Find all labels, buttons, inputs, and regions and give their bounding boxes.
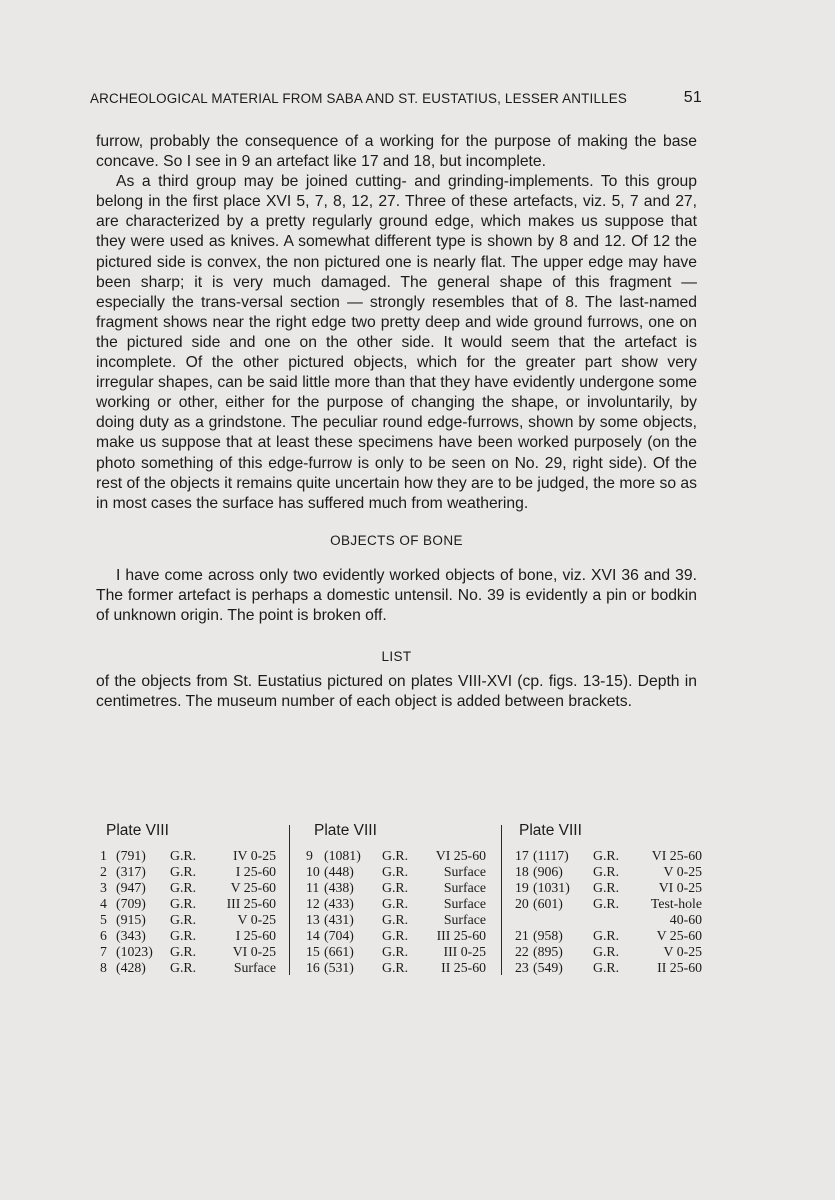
cell-site: G.R.	[382, 928, 409, 943]
cell-no: 6	[100, 928, 107, 943]
table-row	[515, 944, 710, 960]
page-number: 51	[683, 89, 702, 106]
table-row	[515, 896, 710, 912]
cell-depth: V 0-25	[663, 944, 702, 959]
cell-site: G.R.	[170, 944, 197, 959]
table-row	[515, 960, 710, 976]
cell-no: 17	[515, 848, 529, 863]
table-column	[306, 821, 496, 977]
cell-depth: 40-60	[669, 912, 702, 927]
column-heading: Plate VIII	[106, 822, 169, 839]
cell-site: G.R.	[382, 960, 409, 975]
cell-no: 18	[515, 864, 529, 879]
running-title: ARCHEOLOGICAL MATERIAL FROM SABA AND ST. EUSTATIUS, LESSER ANTILLES	[90, 91, 628, 106]
column-heading: Plate VIII	[314, 822, 377, 839]
table-row	[100, 960, 288, 976]
cell-museum: (448)	[324, 864, 354, 879]
table-row	[306, 944, 496, 960]
cell-museum: (431)	[324, 912, 354, 927]
table-row	[100, 928, 288, 944]
column-divider	[289, 825, 290, 975]
cell-museum: (895)	[533, 944, 563, 959]
objects-table	[100, 821, 710, 977]
cell-depth: III 0-25	[443, 944, 486, 959]
cell-museum: (947)	[116, 880, 146, 895]
cell-site: G.R.	[170, 880, 197, 895]
cell-site: G.R.	[170, 912, 197, 927]
cell-no: 8	[100, 960, 107, 975]
column-heading: Plate VIII	[519, 822, 582, 839]
cell-site: G.R.	[382, 848, 409, 863]
cell-museum: (1023)	[116, 944, 153, 959]
cell-no: 10	[306, 864, 320, 879]
cell-no: 21	[515, 928, 529, 943]
cell-no: 12	[306, 896, 320, 911]
cell-site: G.R.	[593, 848, 620, 863]
table-row	[100, 864, 288, 880]
table-row	[306, 960, 496, 976]
cell-site: G.R.	[382, 864, 409, 879]
table-row	[306, 928, 496, 944]
cell-no: 9	[306, 848, 313, 863]
section-heading-list: LIST	[381, 649, 412, 665]
cell-depth: Surface	[443, 864, 486, 879]
body-text	[96, 132, 697, 712]
cell-depth: VI 0-25	[658, 880, 702, 895]
cell-museum: (661)	[324, 944, 354, 959]
cell-no: 5	[100, 912, 107, 927]
cell-site: G.R.	[170, 864, 197, 879]
cell-depth: Test-hole	[650, 896, 702, 911]
cell-depth: V 25-60	[230, 880, 276, 895]
cell-site: G.R.	[593, 944, 620, 959]
cell-museum: (1081)	[324, 848, 361, 863]
cell-depth: IV 0-25	[232, 848, 276, 863]
cell-no: 11	[306, 880, 320, 895]
table-row	[306, 880, 496, 896]
cell-museum: (1031)	[533, 880, 570, 895]
cell-site: G.R.	[170, 848, 197, 863]
cell-no: 4	[100, 896, 107, 911]
cell-site: G.R.	[170, 896, 197, 911]
table-row	[100, 912, 288, 928]
cell-no: 19	[515, 880, 529, 895]
cell-no: 16	[306, 960, 320, 975]
cell-no: 1	[100, 848, 107, 863]
table-row	[100, 848, 288, 864]
cell-depth: V 0-25	[237, 912, 276, 927]
cell-depth: Surface	[233, 960, 276, 975]
cell-museum: (704)	[324, 928, 354, 943]
table-column	[100, 821, 288, 977]
cell-museum: (549)	[533, 960, 563, 975]
cell-site: G.R.	[593, 864, 620, 879]
paragraph-list-intro: of the objects from St. Eustatius pictured on plates VIII-XVI (cp. figs. 13-15). Depth in centimetres. The museum number of each object is added between brackets.	[96, 673, 697, 711]
cell-site: G.R.	[382, 880, 409, 895]
cell-no: 2	[100, 864, 107, 879]
cell-museum: (958)	[533, 928, 563, 943]
cell-museum: (428)	[116, 960, 146, 975]
cell-museum: (438)	[324, 880, 354, 895]
cell-museum: (433)	[324, 896, 354, 911]
cell-site: G.R.	[382, 912, 409, 927]
cell-site: G.R.	[593, 896, 620, 911]
cell-site: G.R.	[593, 880, 620, 895]
cell-museum: (343)	[116, 928, 146, 943]
cell-site: G.R.	[593, 928, 620, 943]
cell-depth: I 25-60	[235, 864, 276, 879]
cell-no: 22	[515, 944, 529, 959]
cell-museum: (791)	[116, 848, 146, 863]
cell-depth: I 25-60	[235, 928, 276, 943]
table-row	[100, 944, 288, 960]
cell-museum: (601)	[533, 896, 563, 911]
cell-depth: V 0-25	[663, 864, 702, 879]
cell-no: 3	[100, 880, 107, 895]
cell-site: G.R.	[170, 928, 197, 943]
table-row	[306, 912, 496, 928]
cell-no: 15	[306, 944, 320, 959]
cell-depth: VI 25-60	[651, 848, 702, 863]
cell-no: 20	[515, 896, 529, 911]
table-row	[515, 912, 710, 928]
cell-depth: III 25-60	[226, 896, 276, 911]
table-row	[515, 848, 710, 864]
paragraph-cutting-implements: As a third group may be joined cutting- and grinding-implements. To this group belong in the first place XVI 5, 7, 8, 12, 27. Three of these artefacts, viz. 5, 7 and 27, are characterized by a pretty regularly ground edge, which makes us suppose that they were used as knives. A somewhat different type is shown by 8 and 12. Of 12 the pictured side is convex, the non pictured one is nearly flat. The upper edge may have been sharp; it is very much damaged. The general shape of this fragment — especially the trans-versal section — strongly resembles that of 8. The last-named fragment shows near the right edge two pretty deep and wide ground furrows, one on the pictured side and one on the other side. It would seem that the artefact is incomplete. Of the other pictured objects, which for the greater part show very irregular shapes, can be said little more than that they have evidently undergone some working or other, either for the purpose of changing the shape, or involuntarily, by doing duty as a grindstone. The peculiar round edge-furrows, shown by some objects, make us suppose that at least these specimens have been worked purposely (on the photo something of this edge-furrow is only to be seen on No. 29, right side). Of the rest of the objects it remains quite uncertain how they are to be judged, the more so as in most cases the surface has suffered much from weathering.	[96, 173, 697, 512]
table-row	[515, 864, 710, 880]
cell-museum: (1117)	[533, 848, 569, 863]
cell-depth: Surface	[443, 880, 486, 895]
section-heading-bone: OBJECTS OF BONE	[330, 532, 463, 548]
paragraph-bone: I have come across only two evidently worked objects of bone, viz. XVI 36 and 39. The former artefact is perhaps a domestic untensil. No. 39 is evidently a pin or bodkin of unknown origin. The point is broken off.	[96, 566, 697, 624]
cell-museum: (317)	[116, 864, 146, 879]
cell-depth: VI 0-25	[232, 944, 276, 959]
table-row	[515, 880, 710, 896]
cell-museum: (709)	[116, 896, 146, 911]
cell-depth: II 25-60	[657, 960, 702, 975]
table-row	[100, 896, 288, 912]
cell-site: G.R.	[170, 960, 197, 975]
table-row	[515, 928, 710, 944]
cell-museum: (906)	[533, 864, 563, 879]
cell-depth: II 25-60	[441, 960, 486, 975]
cell-museum: (531)	[324, 960, 354, 975]
paragraph-continued: furrow, probably the consequence of a working for the purpose of making the base concave. So I see in 9 an artefact like 17 and 18, but incomplete.	[96, 133, 697, 171]
cell-depth: III 25-60	[436, 928, 486, 943]
cell-depth: Surface	[443, 896, 486, 911]
running-header	[90, 91, 702, 106]
column-divider	[501, 825, 502, 975]
cell-depth: V 25-60	[656, 928, 702, 943]
cell-no: 7	[100, 944, 107, 959]
table-row	[306, 864, 496, 880]
cell-no: 23	[515, 960, 529, 975]
table-row	[100, 880, 288, 896]
cell-depth: Surface	[443, 912, 486, 927]
cell-site: G.R.	[382, 944, 409, 959]
cell-no: 14	[306, 928, 320, 943]
cell-no: 13	[306, 912, 320, 927]
cell-site: G.R.	[382, 896, 409, 911]
table-row	[306, 896, 496, 912]
table-column	[515, 821, 710, 977]
cell-site: G.R.	[593, 960, 620, 975]
cell-museum: (915)	[116, 912, 146, 927]
table-row	[306, 848, 496, 864]
cell-depth: VI 25-60	[435, 848, 486, 863]
